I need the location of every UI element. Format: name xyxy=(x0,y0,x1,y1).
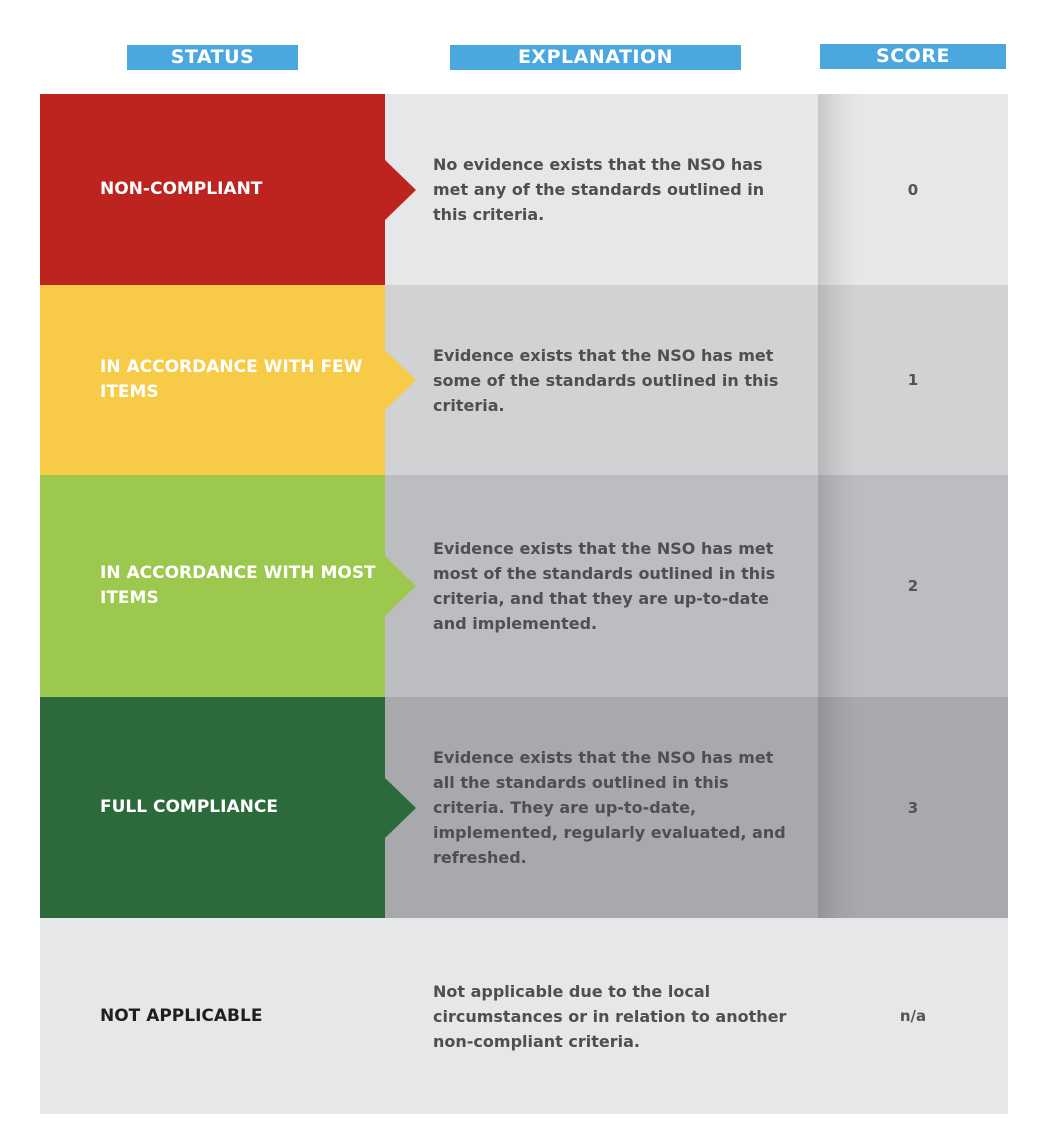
score-cell: n/a xyxy=(818,918,1008,1114)
explanation-cell: Evidence exists that the NSO has met all the standards outlined in this criteria. They are up-to-date, implemented, regularly evaluated, and refreshed. xyxy=(385,697,818,918)
status-cell: NON-COMPLIANT xyxy=(40,94,385,285)
table-row xyxy=(40,475,1008,697)
score-cell: 1 xyxy=(818,285,1008,475)
score-cell: 3 xyxy=(818,697,1008,918)
status-cell: IN ACCORDANCE WITH MOST ITEMS xyxy=(40,475,385,697)
table-row xyxy=(40,697,1008,918)
table-row xyxy=(40,285,1008,475)
explanation-column-header: EXPLANATION xyxy=(450,45,741,70)
explanation-cell: Not applicable due to the local circumstances or in relation to another non-compliant criteria. xyxy=(385,918,818,1114)
status-column-header: STATUS xyxy=(127,45,298,70)
status-cell: IN ACCORDANCE WITH FEW ITEMS xyxy=(40,285,385,475)
table-row xyxy=(40,94,1008,285)
explanation-cell: No evidence exists that the NSO has met any of the standards outlined in this criteria. xyxy=(385,94,818,285)
status-arrow xyxy=(385,350,416,410)
status-cell: FULL COMPLIANCE xyxy=(40,697,385,918)
explanation-cell: Evidence exists that the NSO has met most of the standards outlined in this criteria, and that they are up-to-date and implemented. xyxy=(385,475,818,697)
table-row xyxy=(40,918,1008,1114)
score-cell: 0 xyxy=(818,94,1008,285)
status-cell: NOT APPLICABLE xyxy=(40,918,385,1114)
status-arrow xyxy=(385,778,416,838)
score-column-header: SCORE xyxy=(820,44,1006,69)
explanation-cell: Evidence exists that the NSO has met some of the standards outlined in this criteria. xyxy=(385,285,818,475)
score-cell: 2 xyxy=(818,475,1008,697)
status-arrow xyxy=(385,160,416,220)
status-arrow xyxy=(385,556,416,616)
